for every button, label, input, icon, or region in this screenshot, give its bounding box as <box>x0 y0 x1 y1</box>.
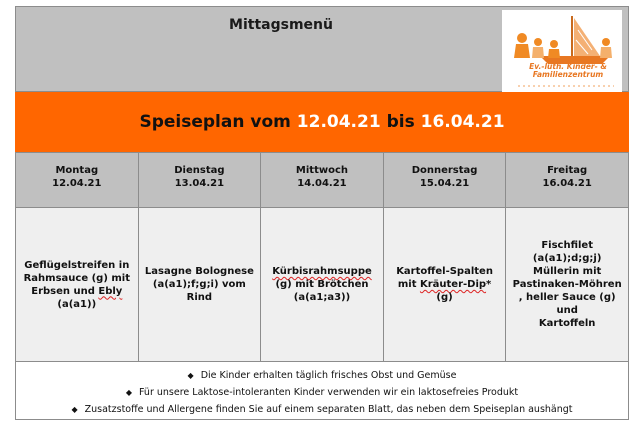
meal-line <box>24 285 130 298</box>
diamond-bullet-icon: ◆ <box>187 371 194 380</box>
meal-cell-donnerstag <box>383 208 506 361</box>
logo-text-line: Ev.-luth. Kinder- & <box>529 62 607 71</box>
day-name: Montag <box>55 165 99 176</box>
day-header-freitag <box>505 153 628 207</box>
meal-text-flagged: Kräuter-Dip <box>419 279 487 290</box>
meal-line <box>396 278 493 291</box>
meal-line: Kartoffeln <box>538 318 596 329</box>
meal-line: Fischfilet <box>541 240 593 251</box>
day-header-donnerstag <box>383 153 506 207</box>
note-text: Die Kinder erhalten täglich frisches Obst und Gemüse <box>200 370 457 381</box>
banner-date-from: 12.04.21 <box>296 112 381 132</box>
day-header-mittwoch <box>260 153 383 207</box>
meal-line: Kürbisrahmsuppe <box>272 266 372 277</box>
meal-text: * <box>486 279 492 290</box>
meal-text: mit <box>397 279 420 290</box>
sailboat-logo-icon <box>502 10 622 92</box>
meal-cell-dienstag <box>138 208 261 361</box>
meal-line: (a(a1)) <box>57 298 97 310</box>
day-date: 13.04.21 <box>174 178 225 189</box>
logo-text-line: Familienzentrum <box>532 70 604 79</box>
day-header-dienstag <box>138 153 261 207</box>
day-name: Donnerstag <box>411 165 478 176</box>
meal-cell-montag <box>16 208 138 361</box>
meal-cell-mittwoch <box>260 208 383 361</box>
note-item <box>16 367 628 384</box>
weekday-header-row <box>15 152 629 208</box>
meal-row <box>15 208 629 362</box>
banner-date-to: 16.04.21 <box>420 112 505 132</box>
meal-line: Müllerin mit <box>533 266 602 277</box>
meal-line: Rind <box>186 292 213 303</box>
meal-line: Pastinaken-Möhren <box>512 279 622 290</box>
banner-between: bis <box>386 112 415 132</box>
menu-sheet <box>15 6 629 416</box>
banner-prefix: Speiseplan vom <box>139 112 291 132</box>
notes-box <box>15 362 629 420</box>
menu-banner <box>15 92 629 152</box>
note-item <box>16 401 628 418</box>
meal-line: Lasagne Bolognese <box>144 266 254 277</box>
meal-line: Geflügelstreifen in <box>24 259 130 271</box>
note-item <box>16 384 628 401</box>
meal-line: (a(a1);d;g;j) <box>532 253 602 264</box>
note-text: Zusatzstoffe und Allergene finden Sie auf einem separaten Blatt, das neben dem Speiseplan aushängt <box>84 404 573 415</box>
meal-text: Erbsen und <box>31 285 99 297</box>
day-header-montag <box>16 153 138 207</box>
day-name: Mittwoch <box>295 165 349 176</box>
meal-line: (a(a1);f;g;i) vom <box>152 279 246 290</box>
meal-line: (g) <box>436 292 453 303</box>
day-name: Freitag <box>547 165 588 176</box>
meal-line: (a(a1;a3)) <box>293 292 351 303</box>
day-date: 14.04.21 <box>297 178 347 189</box>
diamond-bullet-icon: ◆ <box>125 388 132 397</box>
meal-line: , heller Sauce (g) und <box>518 292 616 316</box>
day-date: 16.04.21 <box>542 178 592 189</box>
day-date: 15.04.21 <box>419 178 470 189</box>
day-name: Dienstag <box>174 165 225 176</box>
note-text: Für unsere Laktose-intoleranten Kinder verwenden wir ein laktosefreies Produkt <box>138 387 519 398</box>
diamond-bullet-icon: ◆ <box>71 405 78 414</box>
meal-text-flagged: Ebly <box>98 285 123 297</box>
logo-text <box>516 63 620 79</box>
page-title: Mittagsmenü <box>229 17 333 33</box>
meal-line: Rahmsauce (g) mit <box>23 272 130 284</box>
day-date: 12.04.21 <box>52 178 102 189</box>
logo <box>502 10 622 92</box>
meal-line: Kartoffel-Spalten <box>396 266 493 277</box>
meal-cell-freitag <box>505 208 628 361</box>
meal-line: (g) mit Brötchen <box>275 279 369 290</box>
